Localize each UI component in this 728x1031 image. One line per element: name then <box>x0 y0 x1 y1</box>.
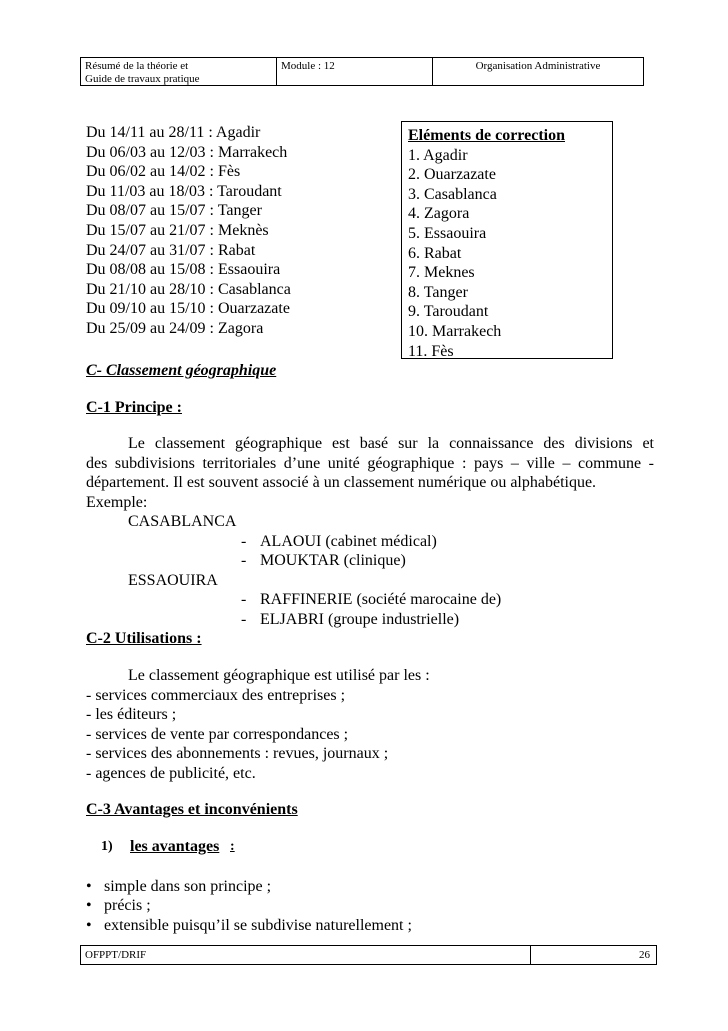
schedule-item: Du 09/10 au 15/10 : Ouarzazate <box>86 300 290 318</box>
example-entry: ELJABRI (groupe industrielle) <box>260 611 460 628</box>
schedule-item: Du 08/07 au 15/07 : Tanger <box>86 202 262 220</box>
c2-item: - services de vente par correspondances ; <box>86 726 349 743</box>
schedule-item: Du 11/03 au 18/03 : Taroudant <box>86 182 282 200</box>
c3-sub-number: 1) <box>101 839 113 854</box>
schedule-item: Du 06/02 au 14/02 : Fès <box>86 163 241 181</box>
c2-intro: Le classement géographique est utilisé par les : <box>128 667 430 684</box>
correction-item: 4. Zagora <box>408 205 470 223</box>
schedule-item: Du 24/07 au 31/07 : Rabat <box>86 241 256 259</box>
correction-title: Eléments de correction <box>408 127 565 144</box>
footer-org: OFPPT/DRIF <box>85 949 147 961</box>
bullet-text: simple dans son principe ; <box>104 878 272 895</box>
c2-item: - agences de publicité, etc. <box>86 765 256 782</box>
correction-item: 2. Ouarzazate <box>408 166 496 184</box>
section-c-heading: C- Classement géographique <box>86 362 277 379</box>
bullet-item <box>86 896 151 916</box>
header-course-line2: Guide de travaux pratique <box>85 73 200 85</box>
correction-item: 3. Casablanca <box>408 185 497 203</box>
example-entry: MOUKTAR (clinique) <box>260 552 406 569</box>
c3-heading: C-3 Avantages et inconvénients <box>86 801 298 818</box>
schedule-item: Du 08/08 au 15/08 : Essaouira <box>86 261 281 279</box>
correction-item: 7. Meknes <box>408 264 475 282</box>
schedule-list <box>86 123 291 339</box>
example-dash: - <box>241 552 247 569</box>
c1-heading: C-1 Principe : <box>86 399 182 416</box>
schedule-item: Du 25/09 au 24/09 : Zagora <box>86 319 264 337</box>
c1-para-line2: des subdivisions territoriales d’une unité géographique : pays – ville – commune - <box>86 455 654 472</box>
schedule-item: Du 21/10 au 28/10 : Casablanca <box>86 280 291 298</box>
correction-item: 11. Fès <box>408 342 454 360</box>
page-header <box>80 57 644 86</box>
c1-para-line3: département. Il est souvent associé à un classement numérique ou alphabétique. <box>86 474 597 491</box>
header-title: Organisation Administrative <box>475 60 601 72</box>
example-dash: - <box>241 533 247 550</box>
correction-item: 6. Rabat <box>408 244 462 262</box>
example-entry: ALAOUI (cabinet médical) <box>260 533 437 550</box>
bullet-icon: • <box>86 917 92 934</box>
bullet-item <box>86 916 412 936</box>
example-city: ESSAOUIRA <box>128 572 218 589</box>
correction-item: 10. Marrakech <box>408 322 502 340</box>
bullet-item <box>86 877 271 897</box>
schedule-item: Du 06/03 au 12/03 : Marrakech <box>86 143 288 161</box>
correction-item: 9. Taroudant <box>408 303 489 321</box>
example-entry: RAFFINERIE (société marocaine de) <box>260 591 502 608</box>
bullet-text: précis ; <box>104 897 151 914</box>
header-module: Module : 12 <box>277 58 433 85</box>
header-course <box>81 58 277 85</box>
schedule-item: Du 15/07 au 21/07 : Meknès <box>86 221 269 239</box>
bullet-icon: • <box>86 897 92 914</box>
schedule-item: Du 14/11 au 28/11 : Agadir <box>86 124 261 141</box>
c2-heading: C-2 Utilisations : <box>86 630 202 647</box>
bullet-text: extensible puisqu’il se subdivise naturellement ; <box>104 917 412 934</box>
bullet-icon: • <box>86 878 92 895</box>
c2-item: - services commerciaux des entreprises ; <box>86 687 346 704</box>
example-dash: - <box>241 591 247 608</box>
correction-item: 8. Tanger <box>408 283 468 301</box>
c3-sub-title: les avantages <box>130 838 220 855</box>
page-footer <box>80 945 657 965</box>
example-dash: - <box>241 611 247 628</box>
c3-sub-colon: : <box>230 839 235 854</box>
c2-item: - services des abonnements : revues, journaux ; <box>86 745 389 762</box>
correction-item: 5. Essaouira <box>408 224 487 242</box>
example-city: CASABLANCA <box>128 513 237 530</box>
page-number: 26 <box>530 946 656 964</box>
example-label: Exemple: <box>86 494 148 511</box>
correction-item: 1. Agadir <box>408 146 468 164</box>
c2-item: - les éditeurs ; <box>86 706 177 723</box>
header-course-line1: Résumé de la théorie et <box>85 60 189 72</box>
c1-para-line1: Le classement géographique est basé sur la connaissance des divisions et <box>128 435 654 452</box>
correction-box <box>401 121 613 359</box>
